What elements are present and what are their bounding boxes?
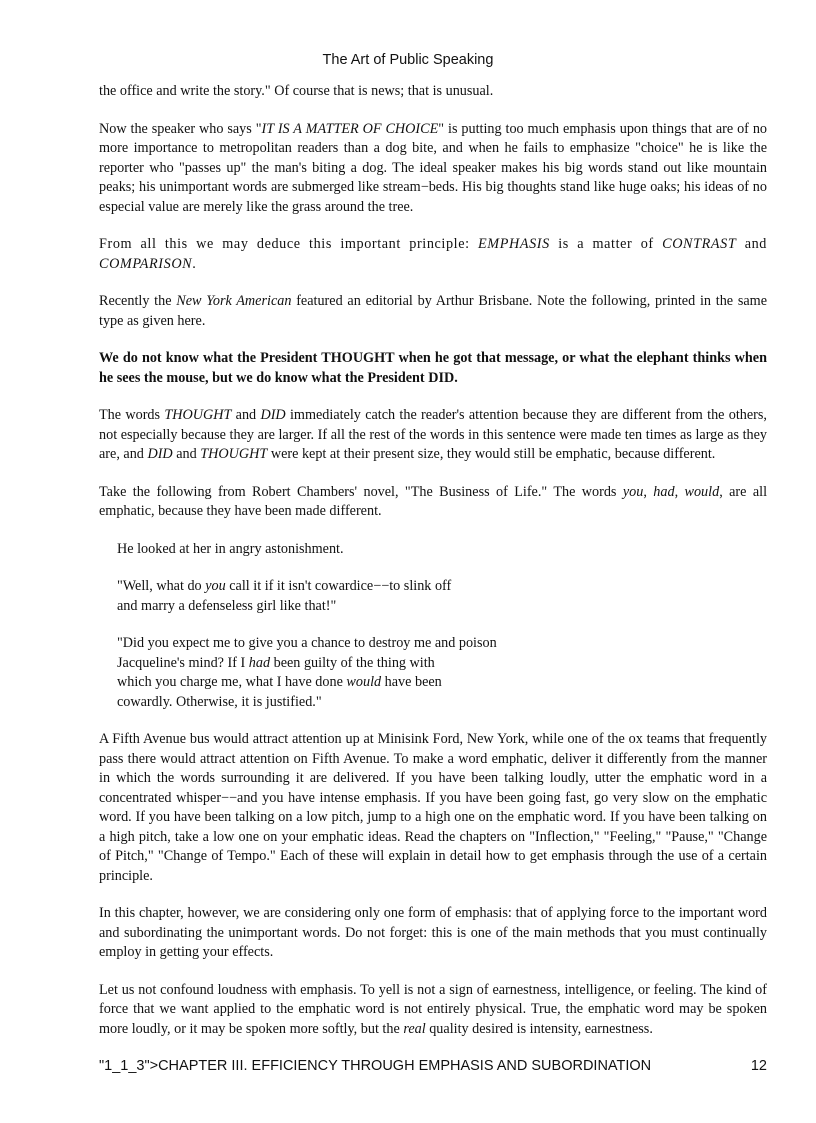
quote-line: and marry a defenseless girl like that!" bbox=[117, 597, 337, 614]
block-quote bbox=[117, 540, 767, 560]
paragraph: Take the following from Robert Chambers' novel, "The Business of Life." The words you, had, would, are all emphatic, because they have been made different. bbox=[99, 483, 768, 519]
quote-line: "Did you expect me to give you a chance to destroy me and poison bbox=[117, 635, 497, 651]
page-number: 12 bbox=[750, 1058, 767, 1074]
running-header bbox=[0, 52, 816, 68]
paragraph: Let us not confound loudness with emphasis. To yell is not a sign of earnestness, intelligence, or feeling. The kind of force that we want applied to the emphatic word is not entirely physical. True, the emphatic word may be spoken more loudly, or it may be spoken more softly, but the real quality desired is intensity, earnestness. bbox=[99, 981, 767, 1037]
quote-line: which you charge me, what I have done would have been bbox=[117, 674, 442, 690]
bold-quotation: We do not know what the President THOUGHT when he got that message, or what the elephant thinks when he sees the mouse, but we do know what the President DID. bbox=[99, 350, 767, 386]
paragraph: From all this we may deduce this important principle: EMPHASIS is a matter of CONTRAST and COMPARISON. bbox=[99, 236, 767, 272]
paragraph: A Fifth Avenue bus would attract attention up at Minisink Ford, New York, while one of the ox teams that frequently pass there would attract attention on Fifth Avenue. To make a word emphatic, deliver it differently from the manner in which the words surrounding it are delivered. If you have been talking loudly, utter the emphatic word in a concentrated whisper−−and you have intense emphasis. If you have been going fast, go very slow on the emphatic word. If you have been talking on a low pitch, jump to a high one on the emphatic word. If you have been talking on a high pitch, take a low one on your emphatic ideas. Read the chapters on "Inflection," "Feeling," "Pause," "Change of Pitch," "Change of Tempo." Each of these will explain in detail how to get emphasis through the use of a certain principle. bbox=[99, 731, 767, 884]
block-quote bbox=[117, 577, 767, 616]
paragraph: In this chapter, however, we are considering only one form of emphasis: that of applying force to the important word and subordinating the unimportant words. Do not forget: this is one of the main methods that you must continually employ in getting your effects. bbox=[99, 905, 767, 960]
quote-line: cowardly. Otherwise, it is justified." bbox=[117, 693, 322, 710]
block-quote bbox=[117, 634, 767, 712]
quote-line: Jacqueline's mind? If I had been guilty of the thing with bbox=[117, 654, 435, 671]
paragraph: the office and write the story." Of course that is news; that is unusual. bbox=[99, 83, 494, 99]
paragraph: The words THOUGHT and DID immediately catch the reader's attention because they are different from the others, not especially because they are larger. If all the rest of the words in this sentence were made ten times as large as they are, and DID and THOUGHT were kept at their present size, they would still be emphatic, because different. bbox=[99, 407, 767, 462]
paragraph: Now the speaker who says "IT IS A MATTER OF CHOICE" is putting too much emphasis upon things that are of no more importance to metropolitan readers than a dog bite, and when he fails to emphasize "choice" he is like the reporter who "passes up" the man's biting a dog. The ideal speaker makes his big words stand out like mountain peaks; his unimportant words are submerged like stream−beds. His big thoughts stand like huge oaks; his ideas of no especial value are merely like the grass around the tree. bbox=[99, 120, 768, 215]
paragraph: Recently the New York American featured an editorial by Arthur Brisbane. Note the following, printed in the same type as given here. bbox=[99, 293, 767, 329]
page-body bbox=[99, 82, 767, 1057]
quote-line: "Well, what do you call it if it isn't cowardice−−to slink off bbox=[117, 578, 452, 594]
book-title: The Art of Public Speaking bbox=[322, 52, 494, 68]
chapter-title: "1_1_3">CHAPTER III. EFFICIENCY THROUGH EMPHASIS AND SUBORDINATION bbox=[99, 1058, 652, 1074]
quote-line: He looked at her in angry astonishment. bbox=[117, 540, 344, 557]
